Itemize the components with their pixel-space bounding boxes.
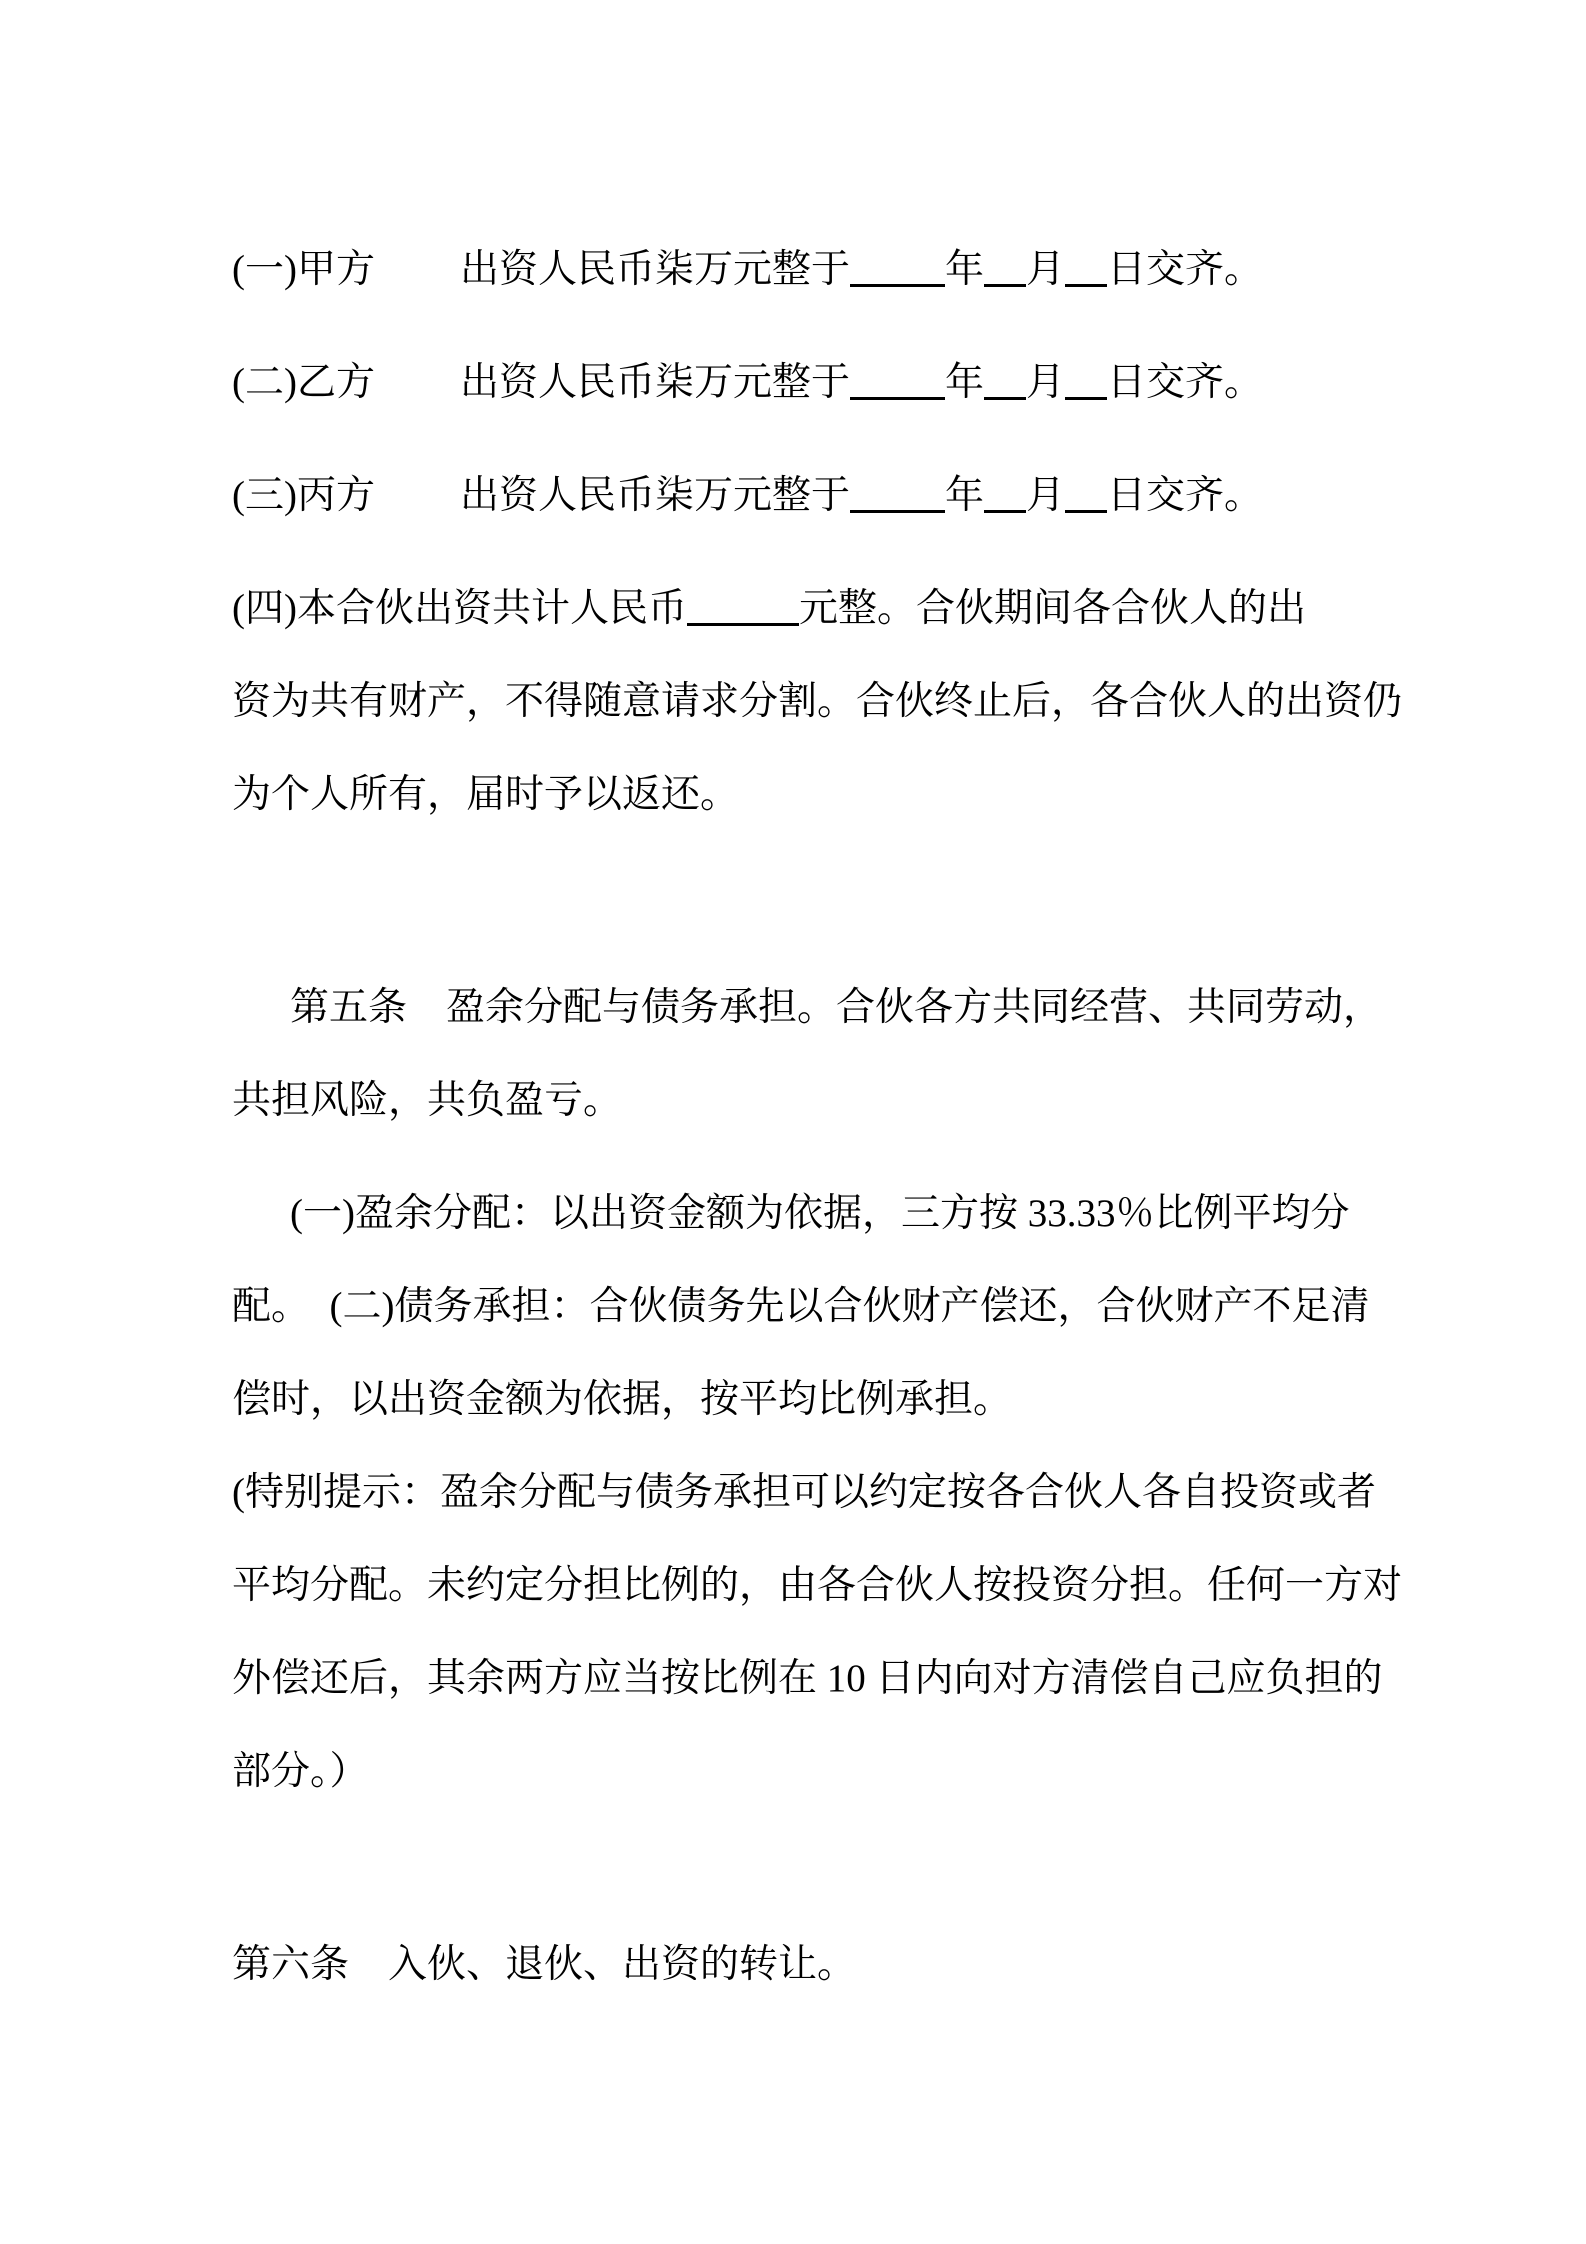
special-note-line-1: (特别提示：盈余分配与债务承担可以约定按各合伙人各自投资或者 [232,1471,1376,1514]
clause5-paragraph [232,961,1402,1147]
special-note-line-2: 平均分配。未约定分担比例的，由各合伙人按投资分担。任何一方对 [232,1564,1403,1607]
clause4-paragraph [232,562,1402,841]
party-c-invest-text: 出资人民币柒万元整于 [459,474,850,517]
total-amount-blank [687,617,799,626]
party-a-year-label: 年 [945,248,985,291]
contribution-line-party-c [232,449,1402,542]
distribution-line-3: 偿时，以出资金额为依据，按平均比例承担。 [232,1378,1013,1421]
party-c-year-label: 年 [945,474,985,517]
party-b-label: (二)乙方 [232,361,375,404]
party-a-month-blank [984,278,1026,287]
clause5-heading-line: 第五条 盈余分配与债务承担。合伙各方共同经营、共同劳动， [290,986,1383,1029]
party-a-invest-text: 出资人民币柒万元整于 [459,248,850,291]
party-a-month-label: 月 [1026,248,1066,291]
party-a-label: (一)甲方 [232,248,375,291]
party-b-month-blank [984,391,1026,400]
party-b-invest-text: 出资人民币柒万元整于 [459,361,850,404]
distribution-line-1: (一)盈余分配：以出资金额为依据，三方按 33.33％比例平均分 [290,1192,1350,1235]
clause4-text-before-amount: (四)本合伙出资共计人民币 [232,587,687,630]
party-a-year-blank [850,278,945,287]
clause4-line-2: 资为共有财产，不得随意请求分割。合伙终止后，各合伙人的出资仍 [232,680,1403,723]
clause6-heading-line: 第六条 入伙、退伙、出资的转让。 [232,1943,857,1986]
party-b-year-label: 年 [945,361,985,404]
party-a-day-label: 日交齐。 [1107,248,1264,291]
clause5-line-2: 共担风险，共负盈亏。 [232,1079,623,1122]
blank-line-spacer [232,841,1402,961]
special-note-line-3: 外偿还后，其余两方应当按比例在 10 日内向对方清偿自己应负担的 [232,1657,1383,1700]
party-a-day-blank [1065,278,1107,287]
blank-line-spacer [232,1818,1402,1918]
party-b-year-blank [850,391,945,400]
distribution-line-2: 配。 (二)债务承担：合伙债务先以合伙财产偿还，合伙财产不足清 [232,1285,1370,1328]
profit-distribution-paragraph [232,1167,1402,1446]
party-c-year-blank [850,504,945,513]
party-c-month-label: 月 [1026,474,1066,517]
party-b-day-blank [1065,391,1107,400]
special-note-paragraph [232,1446,1402,1818]
party-b-day-label: 日交齐。 [1107,361,1264,404]
party-c-month-blank [984,504,1026,513]
contribution-line-party-a [232,223,1402,316]
clause4-text-after-amount: 元整。合伙期间各合伙人的出 [798,587,1306,630]
party-c-day-label: 日交齐。 [1107,474,1264,517]
party-c-day-blank [1065,504,1107,513]
contribution-line-party-b [232,336,1402,429]
clause4-line-3: 为个人所有，届时予以返还。 [232,773,740,816]
clause4-line-1 [232,562,1402,655]
party-b-month-label: 月 [1026,361,1066,404]
party-c-label: (三)丙方 [232,474,375,517]
special-note-line-4: 部分。） [232,1750,369,1793]
clause6-paragraph [232,1918,1402,2011]
